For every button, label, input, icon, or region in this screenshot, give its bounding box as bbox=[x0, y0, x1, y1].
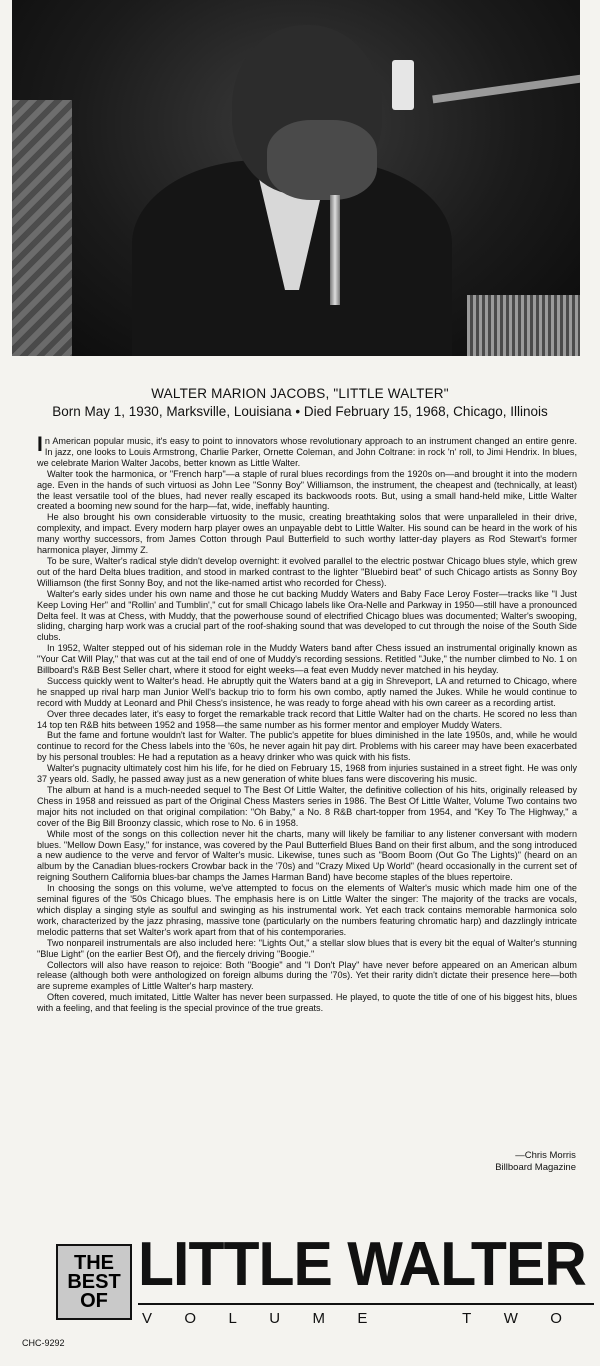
essay-paragraph: The album at hand is a much-needed sequel to The Best Of Little Walter, the definitive collection of his hits, originally released by Chess in 1958 and reissued as part of the Original Chess Masters series in 1986. The Best Of Little Walter, Volume Two contains two major hits not included on that original compilation: "Oh Baby," a No. 8 R&B chart-topper from 1954, and "Key To The Highway," a cover of the Big Bill Broonzy classic, which rose to No. 6 in 1958. bbox=[37, 785, 577, 828]
essay-paragraph: Over three decades later, it's easy to forget the remarkable track record that Little Walter had on the charts. He scored no less than 14 top ten R&B hits between 1952 and 1958—the same number as his former mentor and employer Muddy Waters. bbox=[37, 708, 577, 730]
essay-paragraph: While most of the songs on this collection never hit the charts, many will likely be familiar to any listener conversant with modern blues. "Mellow Down Easy," for instance, was covered by the Paul Butterfield Blues Band on their first album, and the song introduced a new audience to the verve and fervor of Walter's music. Likewise, tunes such as "Boom Boom (Out Go The Lights)" (heard on an album by the Canadian blues-rockers Crowbar back in the '70s) and "Crazy Mixed Up World" (heard occasionally in the current set of reigning Southern California blues-bar champs the James Harman Band) have become staples of the blues repertoire. bbox=[37, 828, 577, 883]
essay-paragraph: In American popular music, it's easy to point to innovators whose revolutionary approach to an instrument changed an entire genre. In jazz, one looks to Louis Armstrong, Charlie Parker, Ornette Coleman, and John Coltrane: in rock 'n' roll, to Jimi Hendrix. In blues, we celebrate Marion Walter Jacobs, better known as Little Walter. bbox=[37, 433, 577, 468]
album-title: LITTLE WALTER bbox=[138, 1230, 586, 1299]
subtitle-letter: O bbox=[184, 1310, 197, 1327]
subtitle-letter: U bbox=[269, 1310, 281, 1327]
subtitle-letter: L bbox=[228, 1310, 237, 1327]
catalog-number: CHC-9292 bbox=[22, 1338, 65, 1348]
subtitle-letter: W bbox=[503, 1310, 518, 1327]
essay-paragraph: In 1952, Walter stepped out of his sideman role in the Muddy Waters band after Chess issued an instrumental originally known as "Your Cat Will Play," that was cut at the tail end of one of Muddy's recording sessions. Retitled "Juke," the number climbed to No. 1 on Billboard's R&B Best Seller chart, where it stood for eight weeks—a feat even Muddy never matched in his heyday. bbox=[37, 643, 577, 676]
subtitle-letter: M bbox=[312, 1310, 325, 1327]
essay-paragraph: In choosing the songs on this volume, we've attempted to focus on the elements of Walter's music which made him one of the seminal figures of the '50s Chicago blues. The emphasis here is on Little Walter the singer: The majority of the tracks are vocals, which display a singing style as soulful and swinging as his instrumental work. Yet each track contains memorable harmonica solo work, characterized by the jazz phrasing, massive tone (particularly on the numbers featuring chromatic harp) and dazzlingly intricate melodic patterns that set Walter's work apart from that of his contemporaries. bbox=[37, 883, 577, 937]
essay-paragraph: Success quickly went to Walter's head. He abruptly quit the Waters band at a gig in Shreveport, LA and returned to Chicago, where he snapped up rival harp man Junior Well's backup trio to form his own combo, aptly named the Jukes. While he would continue to record with Muddy at Leonard and Phil Chess's insistence, he was ready to forge ahead with his own career as a recording artist. bbox=[37, 675, 577, 708]
liner-notes bbox=[37, 433, 577, 1014]
album-subtitle bbox=[142, 1310, 562, 1327]
photo-amplifier bbox=[467, 295, 580, 356]
artist-full-name: WALTER MARION JACOBS, "LITTLE WALTER" bbox=[151, 386, 449, 401]
essay-paragraph: Collectors will also have reason to rejoice: Both "Boogie" and "I Don't Play" have never before appeared on an American album release (although both were anthologized on foreign albums during the '70s). Yet their rarity didn't dictate their presence here—both are supreme examples of Little Walter's harp mastery. bbox=[37, 959, 577, 992]
signature-publication: Billboard Magazine bbox=[495, 1162, 576, 1173]
essay-paragraph: Walter took the harmonica, or "French harp"—a staple of rural blues recordings from the 1920s on—and brought it into the modern age. Even in the hands of such virtuosi as John Lee "Sonny Boy" Williamson, the instrument, the cheapest and (technically, at least) the least versatile tool of the blues, had never really escaped its backwoods roots. But, using a small hand-held mike, Little Walter created a booming new sound for the harp—fat, wide, ineffably haunting. bbox=[37, 468, 577, 512]
logo-line: THE bbox=[74, 1251, 114, 1274]
album-title-block bbox=[0, 1210, 600, 1366]
artist-life-dates: Born May 1, 1930, Marksville, Louisiana • Died February 15, 1968, Chicago, Illinois bbox=[52, 404, 548, 419]
best-of-logo bbox=[56, 1244, 132, 1320]
photo-hands-harmonica bbox=[267, 120, 377, 200]
essay-paragraph: To be sure, Walter's radical style didn't develop overnight: it evolved parallel to the electric postwar Chicago blues style, which grew out of the hard Delta blues tradition, and stood in marked contrast to the lighter "Bluebird beat" of such Chicago artists as Sonny Boy Williamson (the first Sonny Boy, and not the like-named artist who recorded for Chess). bbox=[37, 555, 577, 588]
microphone-icon bbox=[330, 195, 340, 305]
signature-author: —Chris Morris bbox=[515, 1150, 576, 1161]
logo-line: OF bbox=[80, 1289, 108, 1312]
artist-photo bbox=[12, 0, 580, 356]
photo-light-fixture bbox=[392, 60, 414, 110]
subtitle-gap bbox=[400, 1310, 430, 1327]
essay-paragraph: Two nonpareil instrumentals are also included here: "Lights Out," a stellar slow blues that is every bit the equal of Walter's stunning "Blue Light" (on the earlier Best Of), and the fiercely driving "Boogie." bbox=[37, 937, 577, 959]
essay-paragraph: He also brought his own considerable virtuosity to the music, creating breathtaking solos that were unparalleled in their drive, complexity, and impact. Every modern harp player owes an unpayable debt to Little Walter. His sound can be heard in the work of his many worthy successors, from James Cotton through Paul Butterfield to such worthy latter-day players as Rod Stewart's former harmonica player, Jimmy Z. bbox=[37, 512, 577, 556]
subtitle-letter: T bbox=[462, 1310, 472, 1327]
subtitle-letter: E bbox=[357, 1310, 368, 1327]
subtitle-letter: V bbox=[142, 1310, 153, 1327]
logo-line: BEST bbox=[67, 1270, 121, 1293]
essay-signature bbox=[495, 1150, 576, 1174]
title-divider bbox=[138, 1303, 594, 1305]
essay-paragraph: Walter's early sides under his own name and those he cut backing Muddy Waters and Baby Face Leroy Foster—tracks like "I Just Keep Loving Her" and "Rollin' and Tumblin'," cut for small Chicago labels like Ora-Nelle and Parkway in 1950—still have a pronounced Delta feel. It was at Chess, with Muddy, that the powerhouse sound of electrified Chicago blues was documented; Walter's swooping, sliding, charging harp work was a crucial part of the roof-shaking sound that was developed to cut through the noise of the South Side clubs. bbox=[37, 588, 577, 643]
photo-light-streak bbox=[432, 75, 580, 104]
drop-cap: I bbox=[37, 433, 43, 456]
artist-heading bbox=[0, 386, 600, 419]
essay-paragraph: Walter's pugnacity ultimately cost him his life, for he died on February 15, 1968 from injuries sustained in a street fight. He was only 37 years old. Sadly, he passed away just as a new generation of white blues fans were discovering his music. bbox=[37, 763, 577, 785]
essay-paragraph: Often covered, much imitated, Little Walter has never been surpassed. He played, to quote the title of one of his biggest hits, blues with a feeling, and that feeling is the special province of the true greats. bbox=[37, 992, 577, 1014]
subtitle-letter: O bbox=[550, 1310, 562, 1327]
essay-paragraph: But the fame and fortune wouldn't last for Walter. The public's appetite for blues diminished in the late 1950s, and, while he would continue to record for the Chess labels into the '60s, he never again hit pay dirt. Problems with his career may have been exacerbated by his personal troubles: He had a reputation as a heavy drinker who was quick with his fists. bbox=[37, 730, 577, 763]
photo-background-wall bbox=[12, 100, 72, 356]
